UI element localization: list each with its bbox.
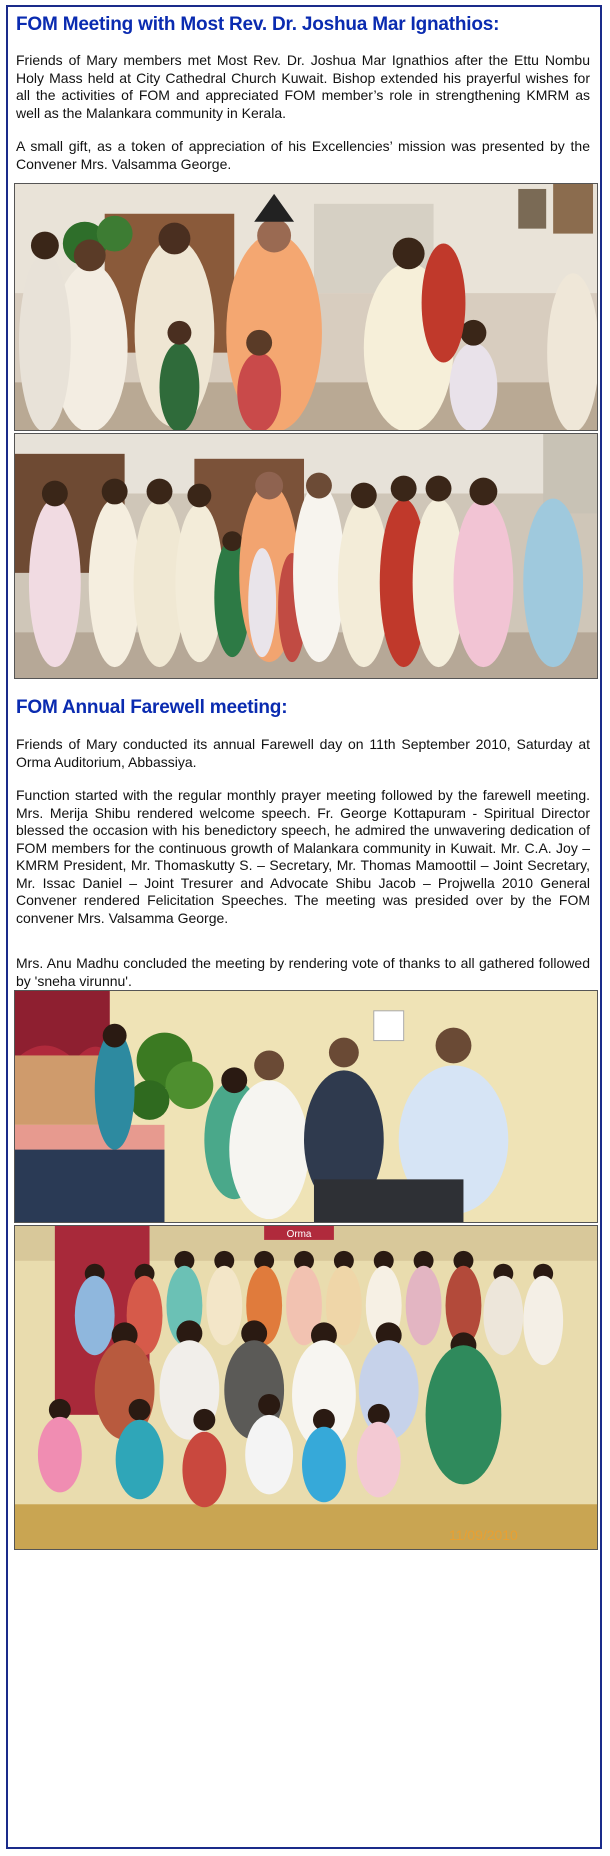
section2-paragraph-1: Friends of Mary conducted its annual Farewell day on 11th September 2010, Saturday at Orma Auditorium, Abbassiya.	[16, 736, 590, 770]
section2-title: FOM Annual Farewell meeting:	[16, 697, 288, 718]
section1-title: FOM Meeting with Most Rev. Dr. Joshua Mar Ignathios:	[16, 14, 500, 35]
section2-paragraph-3: Mrs. Anu Madhu concluded the meeting by rendering vote of thanks to all gathered followed by 'sneha virunnu'.	[16, 955, 590, 989]
photo-date-stamp: 11/09/2010	[449, 1527, 518, 1544]
section2-paragraph-2: Function started with the regular monthly prayer meeting followed by the farewell meeting. Mrs. Merija Shibu rendered welcome speech. Fr. George Kottapuram - Spiritual Director blessed the occasion with his benedictory speech, he admired the unwavering dedication of FOM members for the continuous growth of Malankara community in Kuwait. Mr. C.A. Joy – KMRM President, Mr. Thomaskutty S. – Secretary, Mr. Thomas Mamoottil – Joint Secretary, Mr. Issac Daniel – Joint Tresurer and Advocate Shibu Jacob – Projwella 2010 General Convener rendered Felicitation Speeches. The meeting was presided over by the FOM convener Mrs. Valsamma George.	[16, 787, 590, 926]
section1-paragraph-1: Friends of Mary members met Most Rev. Dr. Joshua Mar Ignathios after the Ettu Nombu Holy Mass held at City Cathedral Church Kuwait. Bishop extended his prayerful wishes for all the activities of FOM and appreciated FOM member’s role in strengthening KMRM as well as the Malankara community in Kerala.	[16, 52, 590, 121]
photo-group-bishop	[14, 433, 598, 679]
photo-farewell-group	[14, 1225, 598, 1550]
photo-bishop-gift	[14, 183, 598, 431]
orma-banner-text: Orma	[286, 1228, 312, 1240]
photo-farewell-stage	[14, 990, 598, 1223]
section1-paragraph-2: A small gift, as a token of appreciation of his Excellencies’ mission was presented by the Convener Mrs. Valsamma George.	[16, 138, 590, 172]
